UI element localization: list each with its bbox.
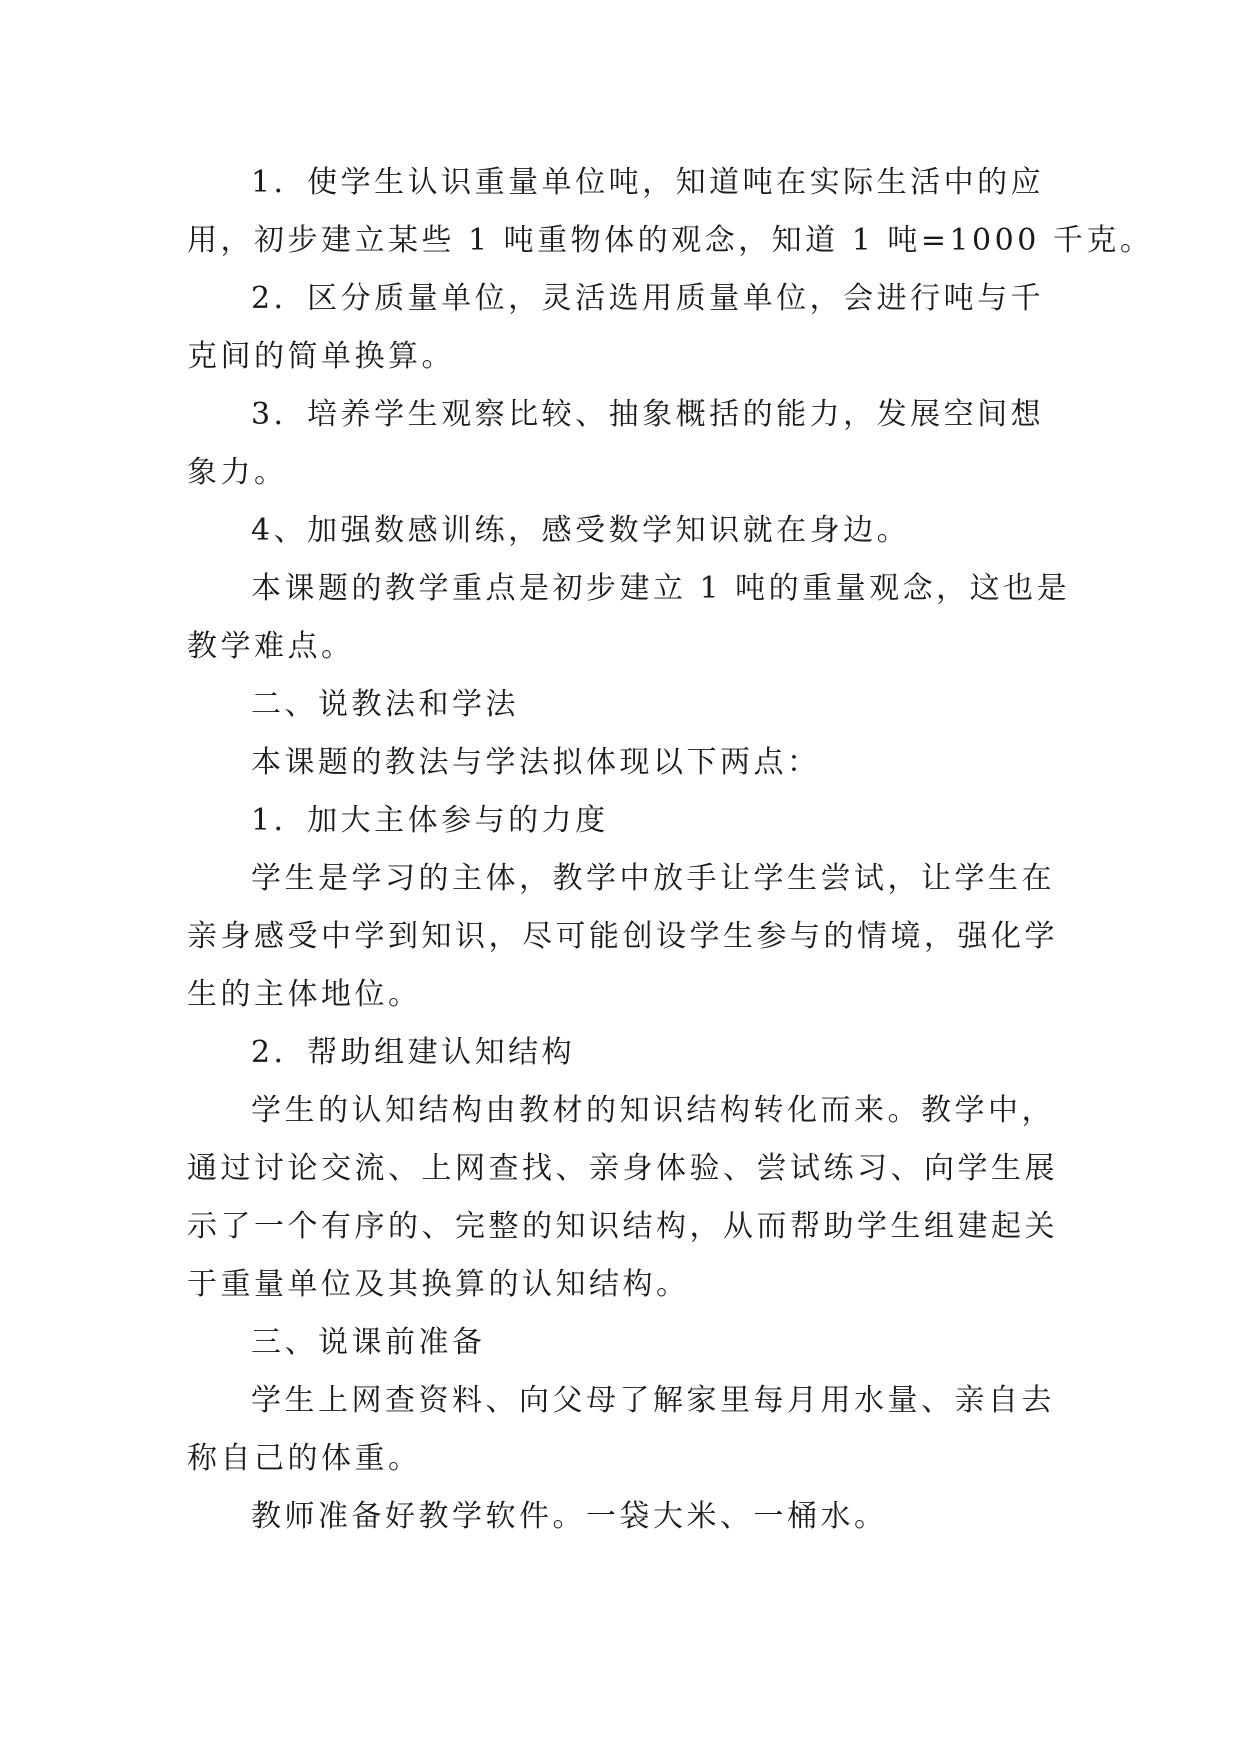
text-line: 2．区分质量单位，灵活选用质量单位，会进行吨与千 (251, 281, 1045, 316)
subheading: 1．加大主体参与的力度 (251, 803, 609, 838)
text-line: 教师准备好教学软件。一袋大米、一桶水。 (251, 1499, 888, 1534)
text-line: 学生的认知结构由教材的知识结构转化而来。教学中， (251, 1093, 1055, 1128)
text-line: 于重量单位及其换算的认知结构。 (187, 1267, 690, 1302)
text-line: 象力。 (187, 455, 288, 490)
text-line: 学生是学习的主体，教学中放手让学生尝试，让学生在 (251, 861, 1055, 896)
text-line: 本课题的教法与学法拟体现以下两点： (251, 745, 821, 780)
text-line: 3．培养学生观察比较、抽象概括的能力，发展空间想 (251, 397, 1045, 432)
section-heading: 三、说课前准备 (251, 1325, 486, 1360)
text-line: 1．使学生认识重量单位吨，知道吨在实际生活中的应 (251, 165, 1045, 200)
subheading: 2．帮助组建认知结构 (251, 1035, 576, 1070)
text-line: 示了一个有序的、完整的知识结构，从而帮助学生组建起关 (187, 1209, 1058, 1244)
text-line: 本课题的教学重点是初步建立 1 吨的重量观念，这也是 (251, 571, 1071, 606)
section-heading: 二、说教法和学法 (251, 687, 519, 722)
text-line: 克间的简单换算。 (187, 339, 455, 374)
text-line: 亲身感受中学到知识，尽可能创设学生参与的情境，强化学 (187, 919, 1058, 954)
document-page (187, 154, 1154, 1546)
text-line: 教学难点。 (187, 629, 355, 664)
text-line: 用，初步建立某些 1 吨重物体的观念，知道 1 吨=1000 千克。 (187, 223, 1154, 258)
text-line: 通过讨论交流、上网查找、亲身体验、尝试练习、向学生展 (187, 1151, 1058, 1186)
text-line: 学生上网查资料、向父母了解家里每月用水量、亲自去 (251, 1383, 1055, 1418)
text-line: 生的主体地位。 (187, 977, 422, 1012)
text-line: 4、加强数感训练，感受数学知识就在身边。 (251, 513, 911, 548)
text-line: 称自己的体重。 (187, 1441, 422, 1476)
